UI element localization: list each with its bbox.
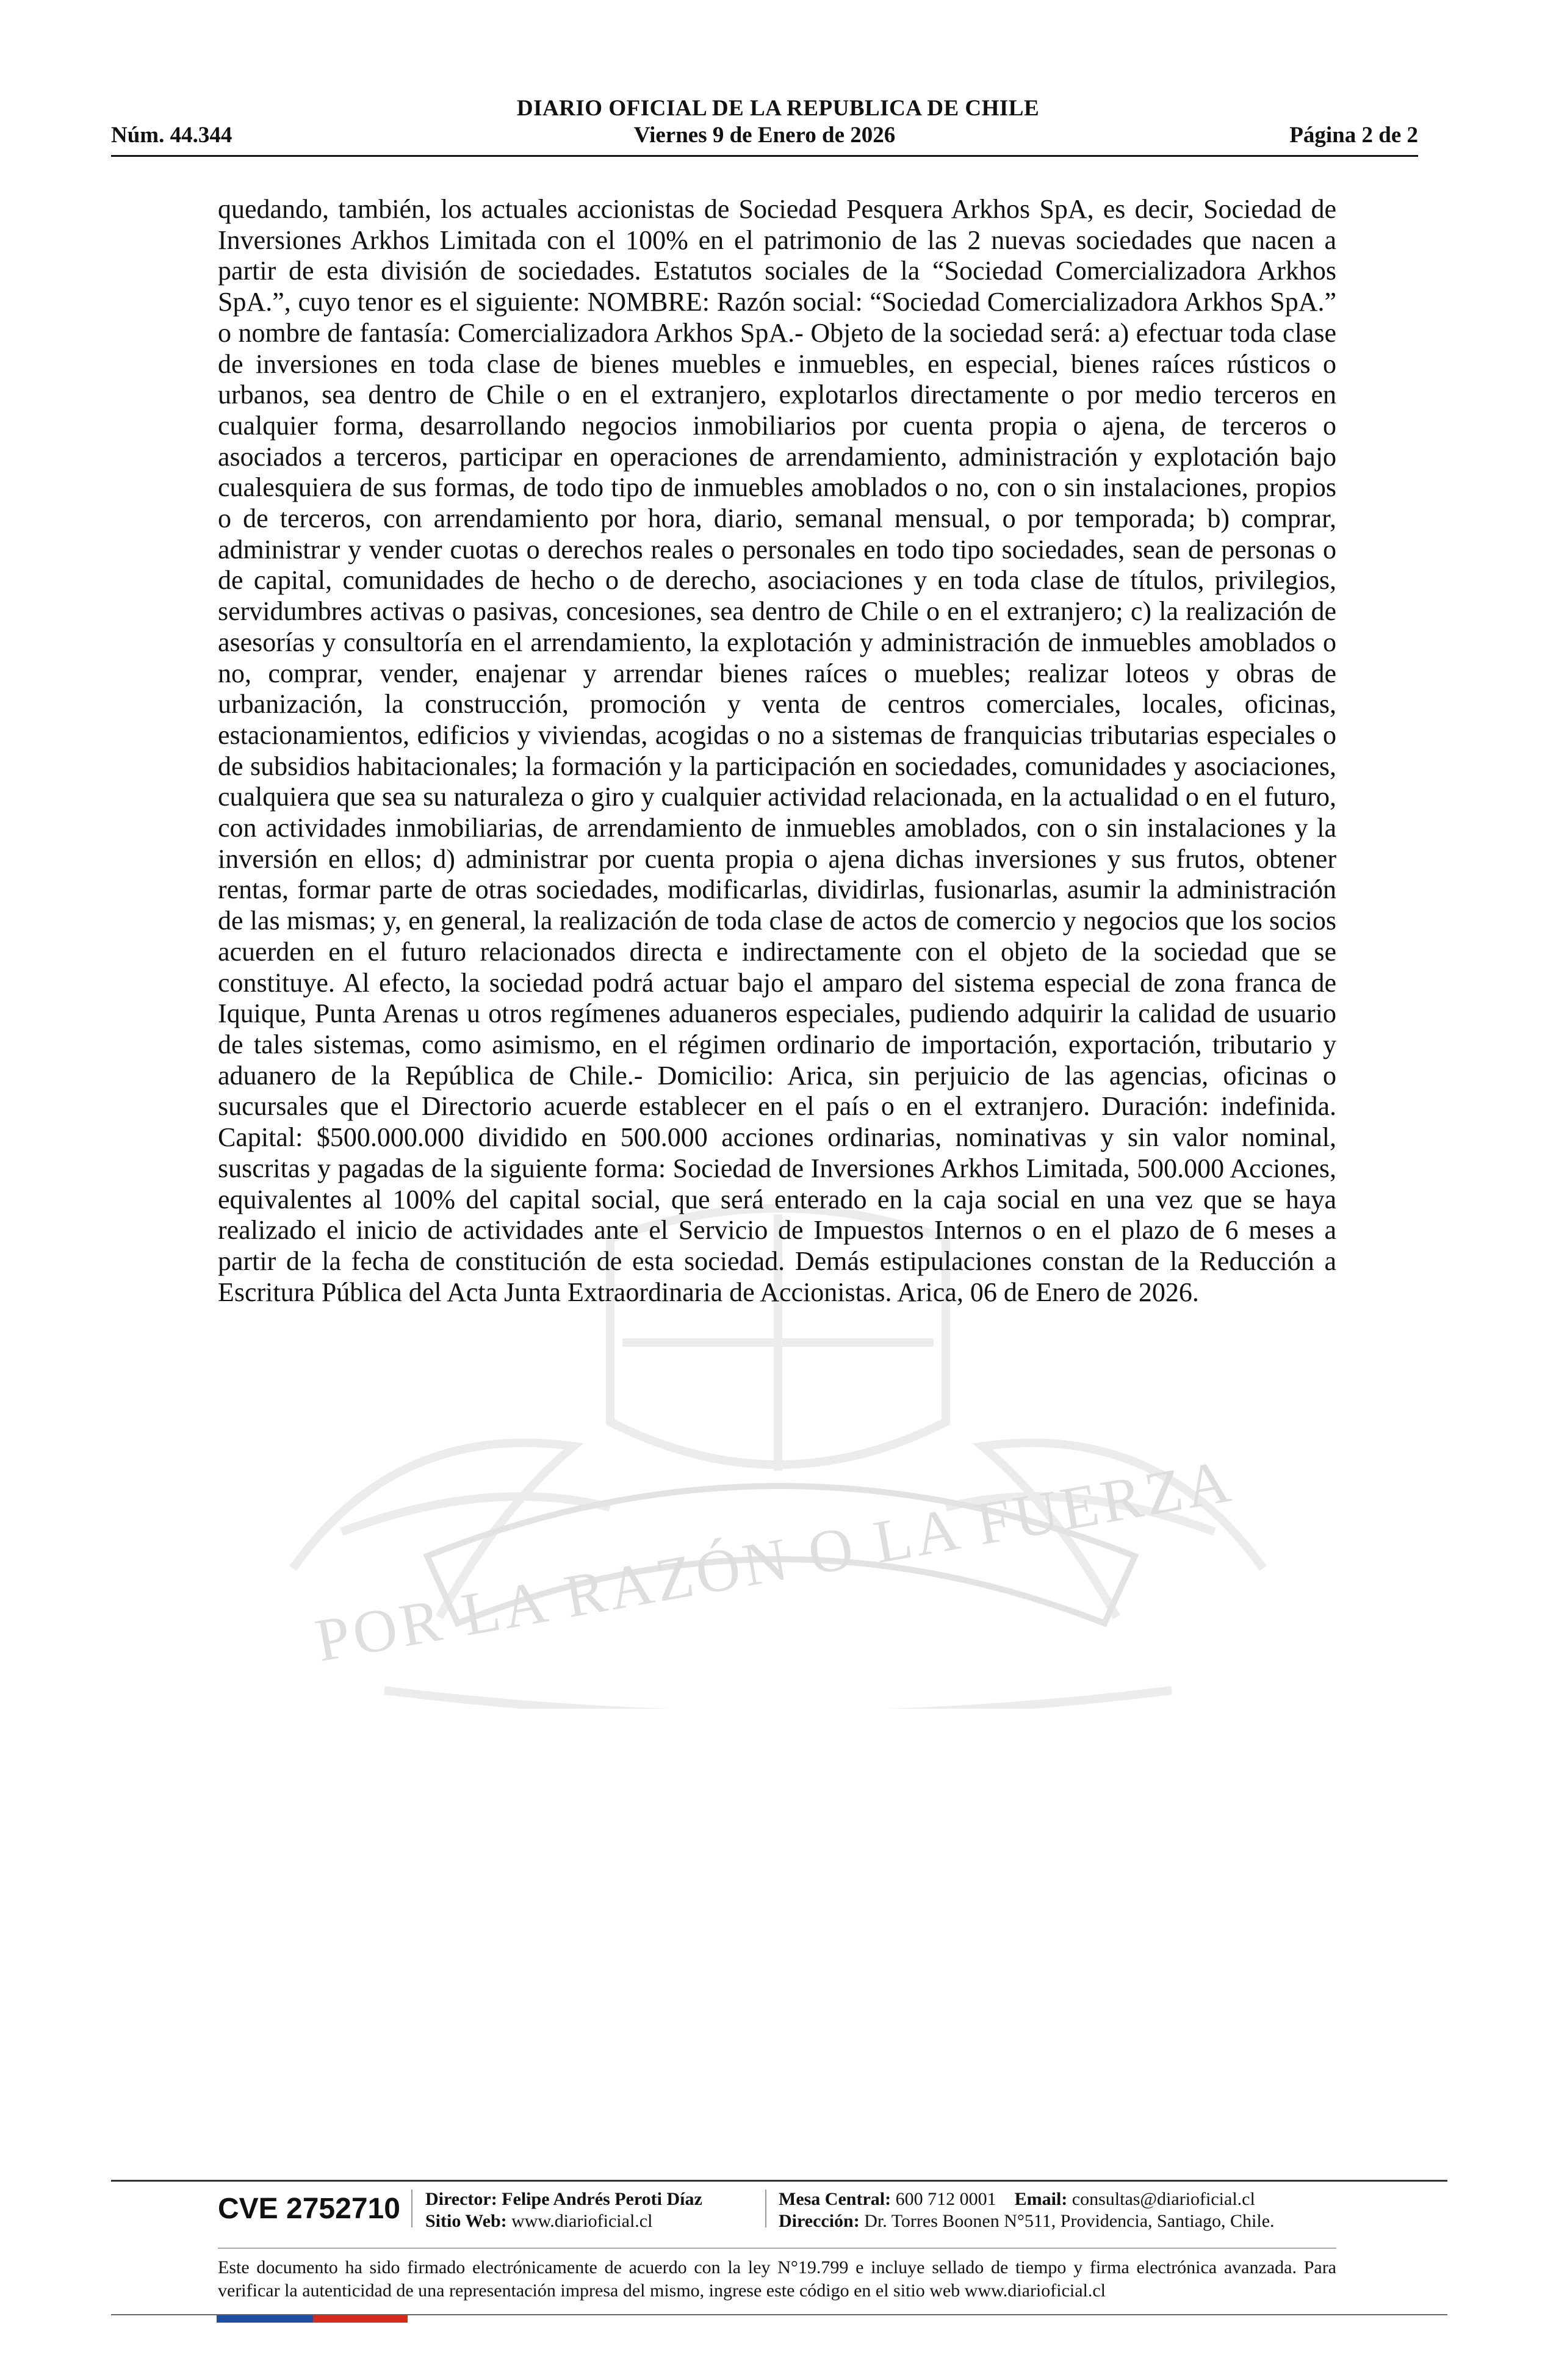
email-link[interactable]: consultas@diarioficial.cl xyxy=(1072,2189,1255,2209)
email-label: Email: xyxy=(1014,2189,1068,2209)
page-indicator: Página 2 de 2 xyxy=(1289,123,1418,148)
footer-contact-block xyxy=(779,2188,1275,2232)
director-name: Felipe Andrés Peroti Díaz xyxy=(502,2189,702,2209)
watermark-motto: POR LA RAZÓN O LA FUERZA xyxy=(310,1446,1239,1675)
issue-number: Núm. 44.344 xyxy=(111,123,232,148)
footer-mid-rule xyxy=(218,2248,1336,2249)
address-label: Dirección: xyxy=(779,2211,860,2231)
flag-stripe-blue xyxy=(217,2315,313,2323)
website-link[interactable]: www.diarioficial.cl xyxy=(511,2211,653,2231)
address-text: Dr. Torres Boonen N°511, Providencia, Santiago, Chile. xyxy=(864,2211,1275,2231)
document-body: quedando, también, los actuales accionistas de Sociedad Pesquera Arkhos SpA, es decir, Sociedad de Inversiones Arkhos Limitada con el 100% en el patrimonio de las 2 nuevas sociedades que nacen a partir de esta división de sociedades. Estatutos sociales de la “Sociedad Comercializadora Arkhos SpA.”, cuyo tenor es el siguiente: NOMBRE: Razón social: “Sociedad Comercializadora Arkhos SpA.” o nombre de fantasía: Comercializadora Arkhos SpA.- Objeto de la sociedad será: a) efectuar toda clase de inversiones en toda clase de bienes muebles e inmuebles, en especial, bienes raíces rústicos o urbanos, sea dentro de Chile o en el extranjero, explotarlos directamente o por medio terceros en cualquier forma, desarrollando negocios inmobiliarios por cuenta propia o ajena, de terceros o asociados a terceros, participar en operaciones de arrendamiento, administración y explotación bajo cualesquiera de sus formas, de todo tipo de inmuebles amoblados o no, con o sin instalaciones, propios o de terceros, con arrendamiento por hora, diario, semanal mensual, o por temporada; b) comprar, administrar y vender cuotas o derechos reales o personales en todo tipo sociedades, sean de personas o de capital, comunidades de hecho o de derecho, asociaciones y en toda clase de títulos, privilegios, servidumbres activas o pasivas, concesiones, sea dentro de Chile o en el extranjero; c) la realización de asesorías y consultoría en el arrendamiento, la explotación y administración de inmuebles amoblados o no, comprar, vender, enajenar y arrendar bienes raíces o muebles; realizar loteos y obras de urbanización, la construcción, promoción y venta de centros comerciales, locales, oficinas, estacionamientos, edificios y viviendas, acogidas o no a sistemas de franquicias tributarias especiales o de subsidios habitacionales; la formación y la participación en sociedades, comunidades y asociaciones, cualquiera que sea su naturaleza o giro y cualquier actividad relacionada, en la actualidad o en el futuro, con actividades inmobiliarias, de arrendamiento de inmuebles amoblados, con o sin instalaciones y la inversión en ellos; d) administrar por cuenta propia o ajena dichas inversiones y sus frutos, obtener rentas, formar parte de otras sociedades, modificarlas, dividirlas, fusionarlas, asumir la administración de las mismas; y, en general, la realización de toda clase de actos de comercio y negocios que los socios acuerden en el futuro relacionados directa e indirectamente con el objeto de la sociedad que se constituye. Al efecto, la sociedad podrá actuar bajo el amparo del sistema especial de zona franca de Iquique, Punta Arenas u otros regímenes aduaneros especiales, pudiendo adquirir la calidad de usuario de tales sistemas, como asimismo, en el régimen ordinario de importación, exportación, tributario y aduanero de la República de Chile.- Domicilio: Arica, sin perjuicio de las agencias, oficinas o sucursales que el Directorio acuerde establecer en el país o en el extranjero. Duración: indefinida. Capital: $500.000.000 dividido en 500.000 acciones ordinarias, nominativas y sin valor nominal, suscritas y pagadas de la siguiente forma: Sociedad de Inversiones Arkhos Limitada, 500.000 Acciones, equivalentes al 100% del capital social, que será enterado en la caja social en una vez que se haya realizado el inicio de actividades ante el Servicio de Impuestos Internos o en el plazo de 6 meses a partir de la fecha de constitución de esta sociedad. Demás estipulaciones constan de la Reducción a Escritura Pública del Acta Junta Extraordinaria de Accionistas. Arica, 06 de Enero de 2026. xyxy=(218,194,1336,1307)
flag-stripe-red xyxy=(313,2315,408,2323)
footer-separator xyxy=(765,2190,766,2227)
phone-number: 600 712 0001 xyxy=(895,2189,996,2209)
header-rule xyxy=(111,155,1418,157)
website-label: Sitio Web: xyxy=(425,2211,507,2231)
footer-top-rule xyxy=(111,2180,1447,2182)
issue-date: Viernes 9 de Enero de 2026 xyxy=(633,123,896,148)
header-row xyxy=(111,120,1418,151)
newspaper-title: DIARIO OFICIAL DE LA REPUBLICA DE CHILE xyxy=(516,96,1040,121)
footer-separator xyxy=(411,2190,412,2227)
director-label: Director: xyxy=(425,2189,497,2209)
footer-director-block xyxy=(425,2188,702,2232)
cve-code: CVE 2752710 xyxy=(218,2193,400,2225)
phone-label: Mesa Central: xyxy=(779,2189,891,2209)
signature-note: Este documento ha sido firmado electrónicamente de acuerdo con la ley N°19.799 e incluye sellado de tiempo y firma electrónica avanzada. Para verificar la autenticidad de una representación impresa del mismo, ingrese este código en el sitio web www.diarioficial.cl xyxy=(218,2257,1336,2301)
